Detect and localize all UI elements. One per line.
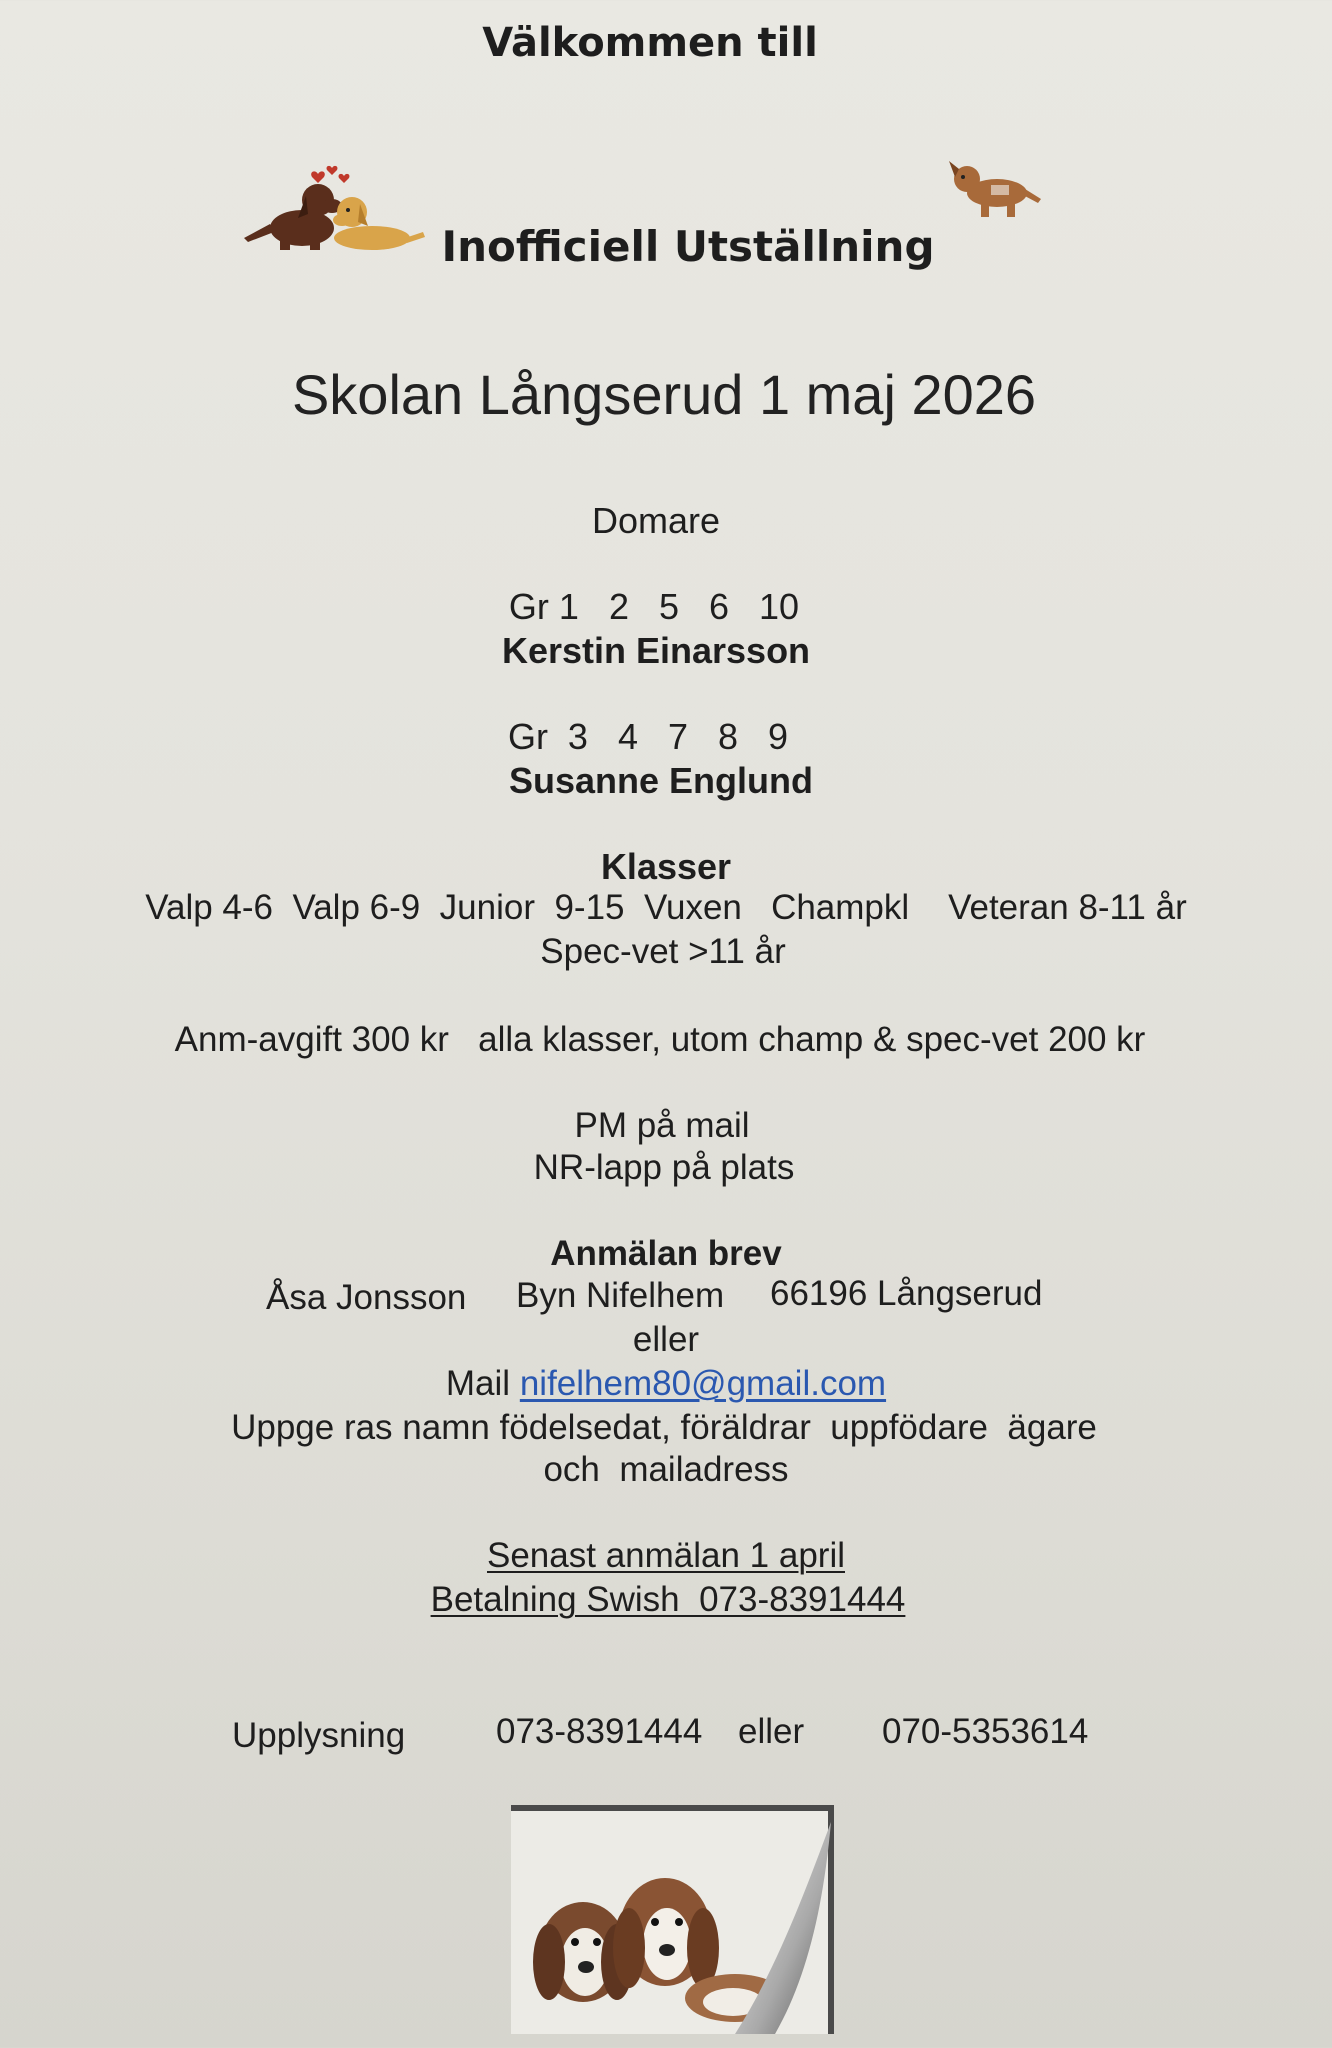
classes-spec-vet: Spec-vet >11 år [540,932,786,971]
classes-list: Valp 4-6 Valp 6-9 Junior 9-15 Vuxen Champkl Veteran 8-11 år [145,888,1187,927]
judge-1-name: Kerstin Einarsson [501,630,811,671]
entry-fee-text: Anm-avgift 300 kr alla klasser, utom champ & spec-vet 200 kr [174,1020,1146,1059]
judge-2-name: Susanne Englund [508,760,813,801]
venue-date-title: Skolan Långserud 1 maj 2026 [291,363,1037,426]
playing-dog-icon [945,155,1045,225]
contact-label: Upplysning [232,1716,406,1755]
registration-instructions-1: Uppge ras namn födelsedat, föräldrar uppfödare ägare [231,1408,1097,1447]
payment-text: Betalning Swish 073-8391444 [430,1580,906,1619]
registration-street: Byn Nifelhem [516,1276,725,1315]
pm-info: PM på mail [574,1106,750,1145]
judge-2-groups: Gr 3 4 7 8 9 [507,716,789,757]
contact-phone-2: 070-5353614 [882,1712,1089,1751]
welcome-heading: Välkommen till [482,20,818,66]
number-tag-info: NR-lapp på plats [533,1148,795,1187]
judges-heading: Domare [591,500,721,541]
email-line [0,1364,1332,1404]
contact-phone-1: 073-8391444 [496,1712,703,1751]
classes-heading: Klasser [600,846,732,887]
mail-label: Mail [445,1364,511,1403]
registration-instructions-2: och mailadress [543,1450,789,1489]
judge-1-groups: Gr 1 2 5 6 10 [508,586,800,627]
registration-name: Åsa Jonsson [266,1278,467,1317]
event-type-heading: Inofficiell Utställning [441,222,935,271]
registration-postal: 66196 Långserud [770,1274,1043,1313]
email-link[interactable]: nifelhem80@gmail.com [519,1364,887,1403]
contact-or: eller [738,1712,805,1751]
puppies-photo-icon [505,1802,835,2042]
registration-heading: Anmälan brev [550,1234,782,1273]
deadline-text: Senast anmälan 1 april [487,1536,845,1575]
registration-or: eller [632,1320,700,1359]
